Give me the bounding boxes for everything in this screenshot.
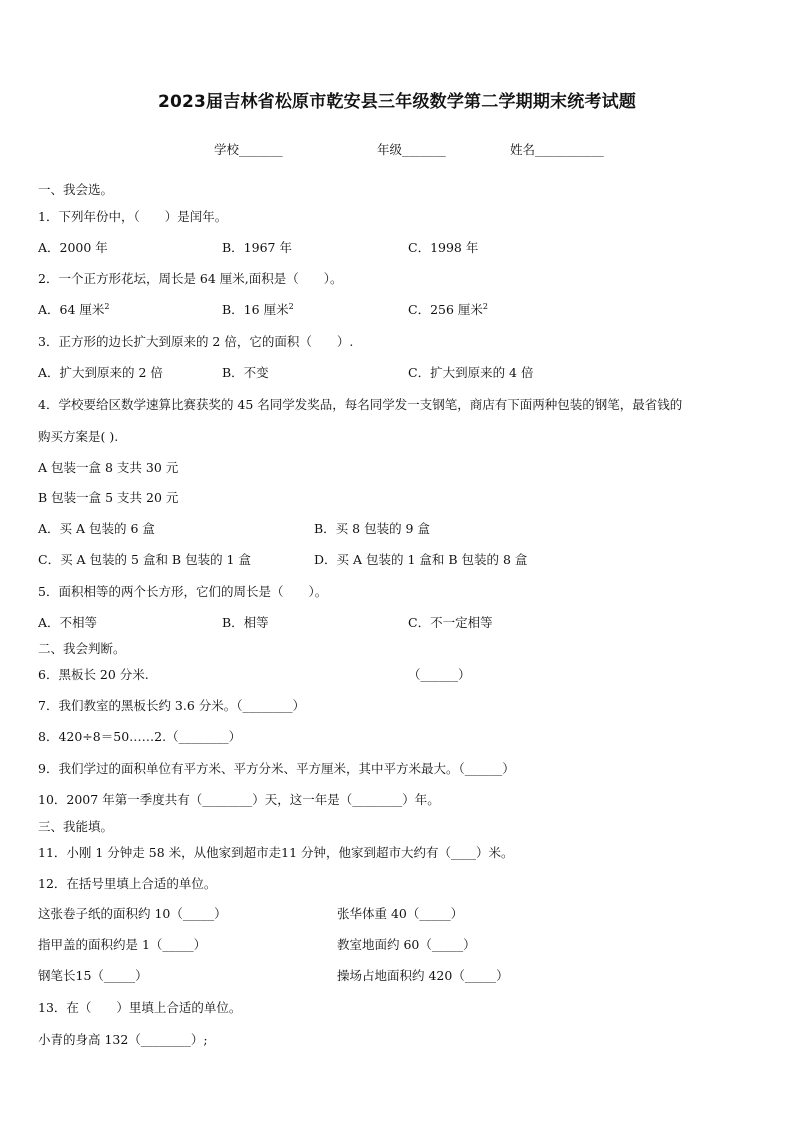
- q3-option-c: C．扩大到原来的 4 倍: [408, 365, 534, 380]
- q1-option-a: A．2000 年: [38, 240, 108, 255]
- q4-pack-b: B 包装一盒 5 支共 20 元: [38, 490, 179, 505]
- question-10: 10．2007 年第一季度共有（________）天，这一年是（________）年。: [38, 792, 440, 807]
- q5-option-c: C．不一定相等: [408, 615, 493, 630]
- question-4-line-1: 4．学校要给区数学速算比赛获奖的 45 名同学发奖品，每名同学发一支钢笔，商店有下面两种包装的钢笔，最省钱的: [38, 397, 683, 412]
- q2-option-c: C．256 厘米$^2$: [408, 302, 488, 317]
- section-heading-choice: 一、我会选。: [38, 182, 114, 197]
- question-8: 8．420÷8＝50……2.（________）: [38, 729, 242, 744]
- q4-option-d: D．买 A 包装的 1 盒和 B 包装的 8 盒: [314, 552, 528, 567]
- q5-option-b: B．相等: [222, 615, 269, 630]
- question-1: 1．下列年份中，（ ）是闰年。: [38, 209, 228, 224]
- question-2: 2．一个正方形花坛，周长是 64 厘米,面积是（ ）。: [38, 271, 343, 286]
- question-3: 3．正方形的边长扩大到原来的 2 倍，它的面积（ ）.: [38, 334, 354, 349]
- grade-field: 年级_______: [377, 142, 446, 157]
- section-heading-fill: 三、我能填。: [38, 819, 114, 834]
- q4-pack-a: A 包装一盒 8 支共 30 元: [38, 460, 179, 475]
- q4-option-b: B．买 8 包装的 9 盒: [314, 521, 430, 536]
- question-5: 5．面积相等的两个长方形，它们的周长是（ ）。: [38, 584, 328, 599]
- q12-item-classroom-floor: 教室地面约 60（_____）: [337, 937, 476, 952]
- q4-option-a: A．买 A 包装的 6 盒: [38, 521, 155, 536]
- q12-item-nail-area: 指甲盖的面积约是 1（_____）: [38, 937, 207, 952]
- question-6: 6．黑板长 20 分米.: [38, 667, 149, 682]
- q12-item-weight: 张华体重 40（_____）: [337, 906, 464, 921]
- q12-item-pen-length: 钢笔长15（_____）: [38, 968, 148, 983]
- name-field: 姓名___________: [510, 142, 604, 157]
- q13-item-height: 小青的身高 132（________）;: [38, 1032, 208, 1047]
- question-13: 13．在（ ）里填上合适的单位。: [38, 1000, 242, 1015]
- q4-option-c: C．买 A 包装的 5 盒和 B 包装的 1 盒: [38, 552, 251, 567]
- q12-item-playground-area: 操场占地面积约 420（_____）: [337, 968, 509, 983]
- question-11: 11．小刚 1 分钟走 58 米，从他家到超市走11 分钟，他家到超市大约有（____）米。: [38, 845, 514, 860]
- section-heading-judge: 二、我会判断。: [38, 641, 126, 656]
- question-9: 9．我们学过的面积单位有平方米、平方分米、平方厘米，其中平方米最大。（______）: [38, 761, 515, 776]
- question-4-line-2: 购买方案是( ).: [38, 429, 119, 444]
- q6-blank: （______）: [408, 667, 471, 682]
- q2-option-a: A．64 厘米$^2$: [38, 302, 110, 317]
- q12-item-paper-area: 这张卷子纸的面积约 10（_____）: [38, 906, 227, 921]
- q2-option-b: B．16 厘米$^2$: [222, 302, 294, 317]
- q5-option-a: A．不相等: [38, 615, 98, 630]
- school-field: 学校_______: [214, 142, 283, 157]
- question-7: 7．我们教室的黑板长约 3.6 分米。（________）: [38, 698, 306, 713]
- q1-option-b: B．1967 年: [222, 240, 292, 255]
- q3-option-a: A．扩大到原来的 2 倍: [38, 365, 163, 380]
- exam-title: 2023届吉林省松原市乾安县三年级数学第二学期期末统考试题: [157, 92, 637, 112]
- q3-option-b: B．不变: [222, 365, 269, 380]
- q1-option-c: C．1998 年: [408, 240, 479, 255]
- question-12: 12．在括号里填上合适的单位。: [38, 876, 217, 891]
